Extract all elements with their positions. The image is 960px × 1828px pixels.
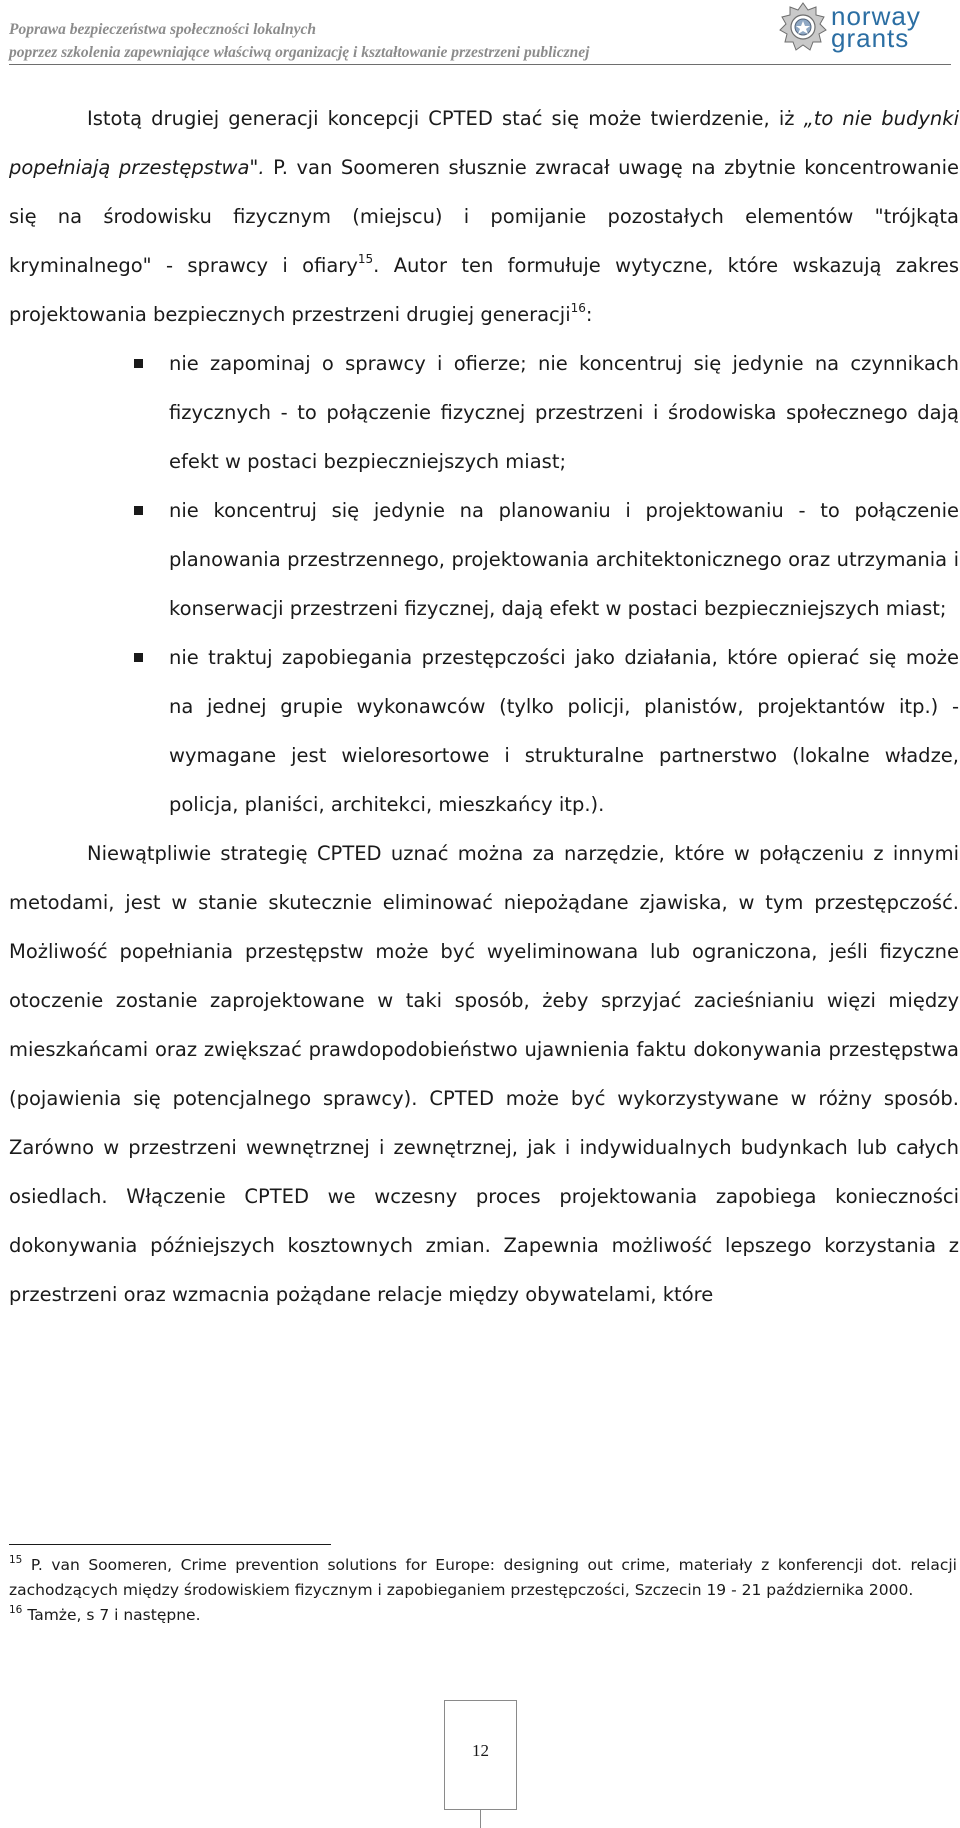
footnote-number: 16: [9, 1604, 23, 1616]
footnote-text: Tamże, s 7 i następne.: [27, 1606, 201, 1624]
list-item: [169, 339, 959, 486]
footnote-ref-16[interactable]: 16: [570, 301, 586, 315]
police-seal-icon: [779, 2, 827, 54]
guidelines-list: [9, 339, 959, 829]
main-content: [9, 94, 959, 1319]
list-item-text: nie traktuj zapobiegania przestępczości jako działania, które opierać się może na jednej grupie wykonawców (tylko policji, planistów, projektantów itp.) - wymagane jest wieloresortowe i strukturalne partnerstwo (lokalne władze, policja, planiści, architekci, mieszkańcy itp.).: [169, 646, 959, 816]
logo-word-norway: norway: [831, 1, 921, 31]
list-item: [169, 486, 959, 633]
header-line-1: Poprawa bezpieczeństwa społeczności lokalnych: [9, 21, 316, 38]
logo-word-grants: grants: [831, 23, 910, 53]
page-number-connector: [480, 1810, 481, 1828]
header-divider: [9, 64, 951, 65]
footnotes: [9, 1553, 957, 1628]
footnote-number: 15: [9, 1554, 23, 1566]
paragraph-1-text-c: . Autor ten formułuje wytyczne, które wskazują zakres projektowania bezpiecznych przestrzeni drugiej generacji: [9, 254, 959, 326]
header-line-2: poprzez szkolenia zapewniające właściwą organizację i kształtowanie przestrzeni publicznej: [9, 44, 590, 61]
footnote-separator: [9, 1544, 331, 1545]
page-number: 12: [472, 1741, 489, 1760]
list-item: [169, 633, 959, 829]
footnote-16: [9, 1603, 957, 1628]
header-title: [9, 18, 589, 64]
square-bullet-icon: [134, 653, 143, 662]
paragraph-2: Niewątpliwie strategię CPTED uznać można za narzędzie, które w połączeniu z innymi metodami, jest w stanie skutecznie eliminować niepożądane zjawiska, w tym przestępczość. Możliwość popełniania przestępstw może być wyeliminowana lub ograniczona, jeśli fizyczne otoczenie zostanie zaprojektowane w taki sposób, żeby sprzyjać zacieśnianiu więzi między mieszkańcami oraz zwiększać prawdopodobieństwo ujawnienia faktu dokonywania przestępstwa (pojawienia się potencjalnego sprawcy). CPTED może być wykorzystywane w różny sposób. Zarówno w przestrzeni wewnętrznej i zewnętrznej, jak i indywidualnych budynkach lub całych osiedlach. Włączenie CPTED we wczesny proces projektowania zapobiega konieczności dokonywania późniejszych kosztownych zmian. Zapewnia możliwość lepszego korzystania z przestrzeni oraz wzmacnia pożądane relacje między obywatelami, które: [9, 842, 959, 1306]
paragraph-1-text-d: :: [585, 303, 593, 326]
footnote-text: P. van Soomeren, Crime prevention solutions for Europe: designing out crime, materiały z konferencji dot. relacji zachodzących między środowiskiem fizycznym i zapobieganiem przestępczości, Szczecin 19 - 21 października 2000.: [9, 1556, 957, 1599]
list-item-text: nie koncentruj się jedynie na planowaniu i projektowaniu - to połączenie planowania przestrzennego, projektowania architektonicznego oraz utrzymania i konserwacji przestrzeni fizycznej, dają efekt w postaci bezpieczniejszych miast;: [169, 499, 959, 620]
paragraph-1-text-b: P. van Soomeren słusznie zwracał uwagę na zbytnie koncentrowanie się na środowisku fizycznym (miejscu) i pomijanie pozostałych elementów "trójkąta kryminalnego" - sprawcy i ofiary: [9, 156, 960, 277]
paragraph-1: [9, 94, 959, 339]
page-number-box: [444, 1700, 517, 1810]
square-bullet-icon: [134, 506, 143, 515]
paragraph-1-text-a: Istotą drugiej generacji koncepcji CPTED stać się może twierdzenie, iż: [87, 107, 804, 130]
footnote-ref-15[interactable]: 15: [357, 252, 374, 266]
list-item-text: nie zapominaj o sprawcy i ofierze; nie koncentruj się jedynie na czynnikach fizycznych - to połączenie fizycznej przestrzeni i środowiska społecznego dają efekt w postaci bezpieczniejszych miast;: [169, 352, 959, 473]
square-bullet-icon: [134, 359, 143, 368]
footnote-15: [9, 1553, 957, 1603]
paragraph-1-quote: „to nie budynki popełniają przestępstwa".: [9, 107, 960, 179]
page-header: [9, 0, 951, 66]
norway-grants-logo: [779, 2, 951, 58]
